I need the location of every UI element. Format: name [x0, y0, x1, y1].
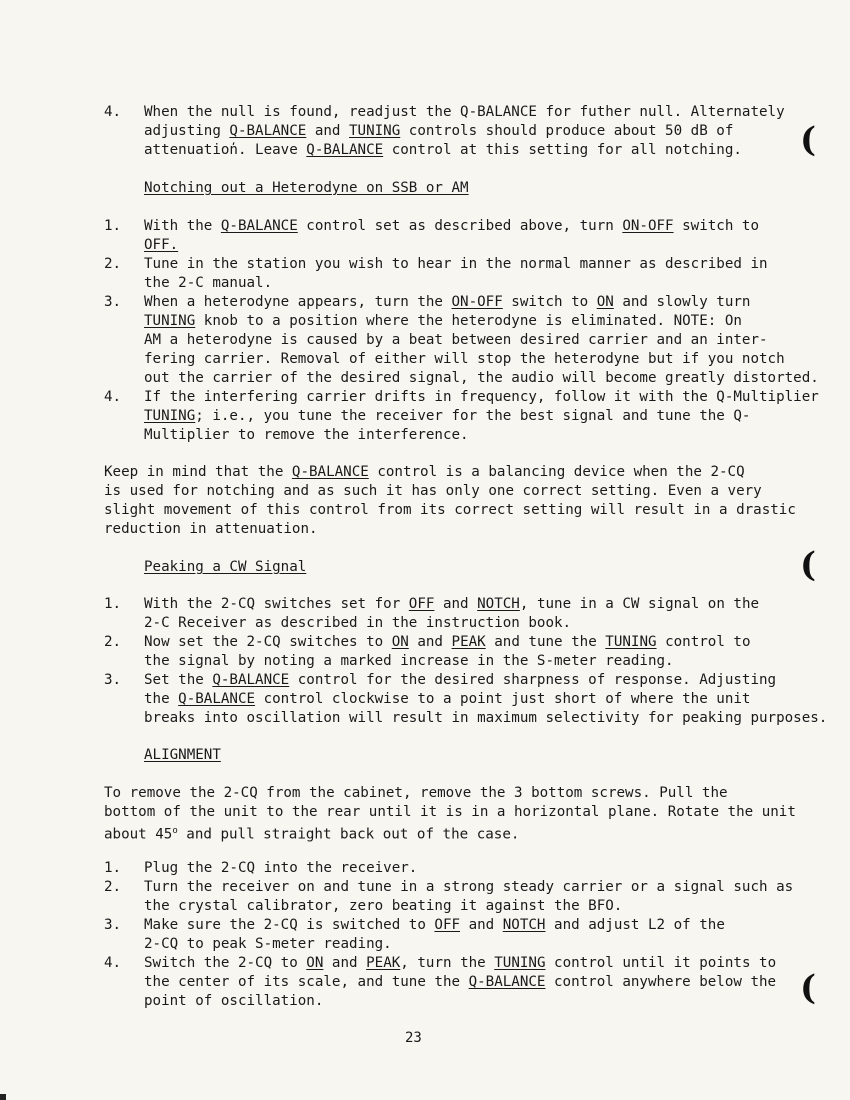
item-text: Turn the receiver on and tune in a strong steady carrier or a signal such as the crystal calibrator, zero beating it against the BFO.: [144, 879, 794, 914]
underlined-term: TUNING: [144, 408, 196, 424]
underlined-term: ON-OFF: [451, 294, 503, 310]
section-heading-notching: Notching out a Heterodyne on SSB or AM: [144, 180, 469, 196]
item-text: If the interfering carrier drifts in frequency, follow it with the Q-Multiplier TUNING; i.e., you tune the receiver for the best signal and tune the Q- Multiplier to remove the interference.: [144, 389, 819, 443]
underlined-term: OFF.: [144, 237, 179, 253]
binder-ring-mark-top: (: [800, 120, 817, 160]
underlined-term: NOTCH: [477, 596, 520, 612]
binder-ring-mark-bottom: (: [800, 968, 817, 1008]
scan-corner-mark: [0, 1094, 6, 1100]
item-number: 1.: [104, 596, 122, 612]
underlined-term: TUNING: [494, 955, 546, 971]
underlined-term: ON: [306, 955, 324, 971]
item-number: 1.: [104, 860, 122, 876]
item-number: 2.: [104, 256, 122, 272]
item-number: 4.: [104, 104, 122, 120]
underlined-term: ON-OFF: [622, 218, 674, 234]
underlined-term: Q-BALANCE: [306, 142, 384, 158]
page-number: 23: [405, 1030, 422, 1046]
underlined-term: ON: [391, 634, 409, 650]
underlined-term: ON: [596, 294, 614, 310]
item-number: 3.: [104, 917, 122, 933]
item-number: 2.: [104, 634, 122, 650]
item-text: Make sure the 2-CQ is switched to OFF and NOTCH and adjust L2 of the 2-CQ to peak S-meter reading.: [144, 917, 725, 952]
item-number: 1.: [104, 218, 122, 234]
underlined-term: Q-BALANCE: [229, 123, 307, 139]
item-text: When the null is found, readjust the Q-BALANCE for futher null. Alternately adjusting Q-BALANCE and TUNING controls should produce about 50 dB of attenuation̕. Leave Q-BALANCE control at this setting for all notching.: [144, 104, 785, 158]
item-text: When a heterodyne appears, turn the ON-OFF switch to ON and slowly turn TUNING knob to a position where the heterodyne is eliminated. NOTE: On AM a heterodyne is caused by a beat between desired carrier and an inter- fering carrier. Removal of either will stop the heterodyne but if you notch out the carrier of the desired signal, the audio will become greatly distorted.: [144, 294, 819, 386]
section-heading-alignment: ALIGNMENT: [144, 747, 221, 763]
item-number: 3.: [104, 672, 122, 688]
section-heading-peaking: Peaking a CW Signal: [144, 559, 307, 575]
item-text: With the 2-CQ switches set for OFF and NOTCH, tune in a CW signal on the 2-C Receiver as described in the instruction book.: [144, 596, 760, 631]
paragraph-removal: To remove the 2-CQ from the cabinet, remove the 3 bottom screws. Pull the bottom of the unit to the rear until it is in a horizontal plane. Rotate the unit about 45$^o$ and pull straight back out of the case.: [104, 785, 796, 843]
underlined-term: Q-BALANCE: [220, 218, 298, 234]
underlined-term: Q-BALANCE: [468, 974, 546, 990]
item-text: With the Q-BALANCE control set as described above, turn ON-OFF switch to OFF.: [144, 218, 760, 253]
item-number: 2.: [104, 879, 122, 895]
underlined-term: TUNING: [144, 313, 196, 329]
underlined-term: PEAK: [366, 955, 401, 971]
underlined-term: Q-BALANCE: [291, 464, 369, 480]
paragraph-balance-note: Keep in mind that the Q-BALANCE control is a balancing device when the 2-CQ is used for notching and as such it has only one correct setting. Even a very slight movement of this control from its correct setting will result in a drastic reduction in attenuation.: [104, 464, 796, 537]
underlined-term: TUNING: [605, 634, 657, 650]
underlined-term: Q-BALANCE: [178, 691, 256, 707]
underlined-term: PEAK: [451, 634, 486, 650]
item-text: Set the Q-BALANCE control for the desired sharpness of response. Adjusting the Q-BALANCE control clockwise to a point just short of where the unit breaks into oscillation will result in maximum selectivity for peaking purposes.: [144, 672, 828, 726]
item-text: Switch the 2-CQ to ON and PEAK, turn the TUNING control until it points to the center of its scale, and tune the Q-BALANCE control anywhere below the point of oscillation.: [144, 955, 777, 1009]
item-number: 3.: [104, 294, 122, 310]
underlined-term: Q-BALANCE: [212, 672, 290, 688]
item-text: Plug the 2-CQ into the receiver.: [144, 860, 418, 876]
underlined-term: OFF: [434, 917, 461, 933]
item-number: 4.: [104, 955, 122, 971]
item-text: Now set the 2-CQ switches to ON and PEAK and tune the TUNING control to the signal by noting a marked increase in the S-meter reading.: [144, 634, 751, 669]
underlined-term: NOTCH: [502, 917, 546, 933]
underlined-term: TUNING: [349, 123, 401, 139]
binder-ring-mark-middle: (: [800, 545, 817, 585]
item-number: 4.: [104, 389, 122, 405]
underlined-term: OFF: [408, 596, 435, 612]
item-text: Tune in the station you wish to hear in the normal manner as described in the 2-C manual.: [144, 256, 768, 291]
